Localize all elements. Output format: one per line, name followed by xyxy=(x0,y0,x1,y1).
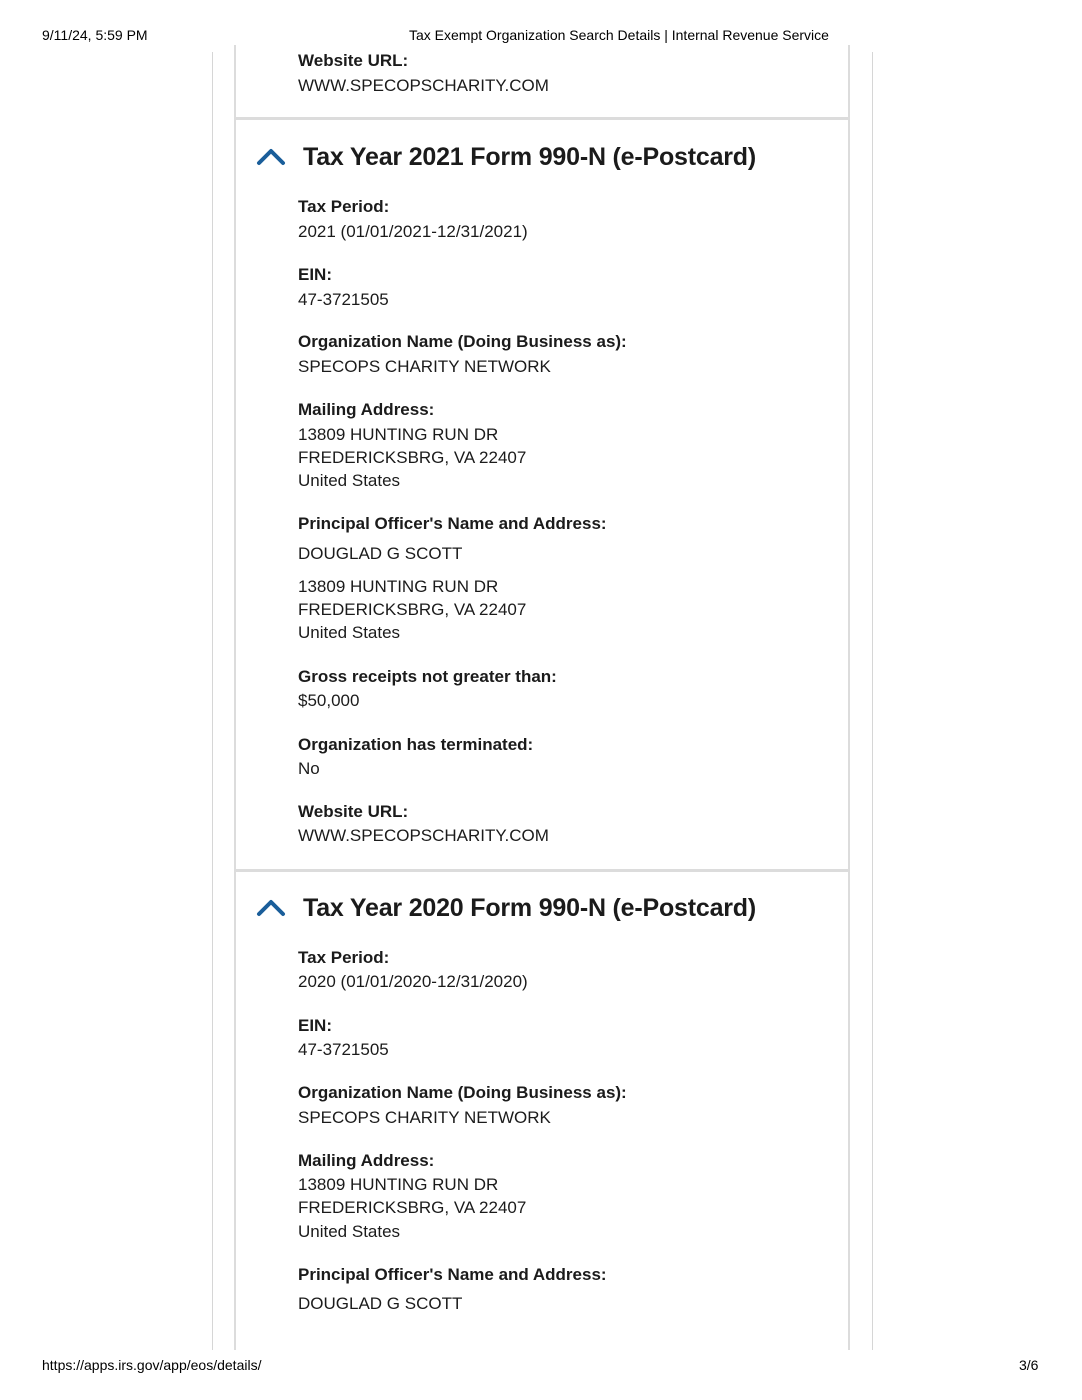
print-page-number: 3/6 xyxy=(1019,1357,1039,1373)
gross-receipts-label: Gross receipts not greater than: xyxy=(298,667,557,686)
org-name-label: Organization Name (Doing Business as): xyxy=(298,332,627,351)
filing-title-2021[interactable]: Tax Year 2021 Form 990-N (e-Postcard) xyxy=(303,143,757,171)
mailing-address-line: 13809 HUNTING RUN DR xyxy=(298,1175,499,1194)
ein-value: 47-3721505 xyxy=(298,1040,389,1059)
officer-address-line: 13809 HUNTING RUN DR xyxy=(298,577,499,596)
content-border-right xyxy=(872,52,873,1350)
principal-officer-name: DOUGLAD G SCOTT xyxy=(298,544,463,563)
ein-label: EIN: xyxy=(298,1016,332,1035)
filing-title-2020[interactable]: Tax Year 2020 Form 990-N (e-Postcard) xyxy=(303,894,757,922)
tax-period-value: 2020 (01/01/2020-12/31/2020) xyxy=(298,972,528,991)
website-url-label: Website URL: xyxy=(298,802,409,821)
chevron-up-icon[interactable] xyxy=(256,897,286,917)
tax-period-value: 2021 (01/01/2021-12/31/2021) xyxy=(298,222,528,241)
print-url: https://apps.irs.gov/app/eos/details/ xyxy=(42,1357,262,1373)
website-url-value: WWW.SPECOPSCHARITY.COM xyxy=(298,826,549,845)
terminated-value: No xyxy=(298,759,320,778)
gross-receipts-value: $50,000 xyxy=(298,691,360,710)
mailing-address-label: Mailing Address: xyxy=(298,400,435,419)
mailing-address-line: 13809 HUNTING RUN DR xyxy=(298,425,499,444)
org-name-value: SPECOPS CHARITY NETWORK xyxy=(298,1108,551,1127)
mailing-address-line: United States xyxy=(298,471,401,490)
tax-period-label: Tax Period: xyxy=(298,197,390,216)
print-page-title: Tax Exempt Organization Search Details | Internal Revenue Service xyxy=(409,27,829,43)
website-url-value: WWW.SPECOPSCHARITY.COM xyxy=(298,76,549,95)
tax-period-label: Tax Period: xyxy=(298,948,390,967)
org-name-label: Organization Name (Doing Business as): xyxy=(298,1083,627,1102)
mailing-address-line: United States xyxy=(298,1222,401,1241)
content-border-left xyxy=(212,52,213,1350)
website-url-label: Website URL: xyxy=(298,51,409,70)
org-name-value: SPECOPS CHARITY NETWORK xyxy=(298,357,551,376)
ein-label: EIN: xyxy=(298,265,332,284)
mailing-address-line: FREDERICKSBRG, VA 22407 xyxy=(298,1198,527,1217)
mailing-address-label: Mailing Address: xyxy=(298,1151,435,1170)
principal-officer-label: Principal Officer's Name and Address: xyxy=(298,514,607,533)
terminated-label: Organization has terminated: xyxy=(298,735,534,754)
officer-address-line: FREDERICKSBRG, VA 22407 xyxy=(298,600,527,619)
principal-officer-label: Principal Officer's Name and Address: xyxy=(298,1265,607,1284)
mailing-address-line: FREDERICKSBRG, VA 22407 xyxy=(298,448,527,467)
ein-value: 47-3721505 xyxy=(298,290,389,309)
principal-officer-name: DOUGLAD G SCOTT xyxy=(298,1294,463,1313)
chevron-up-icon[interactable] xyxy=(256,146,286,166)
officer-address-line: United States xyxy=(298,623,401,642)
print-datetime: 9/11/24, 5:59 PM xyxy=(42,27,148,43)
